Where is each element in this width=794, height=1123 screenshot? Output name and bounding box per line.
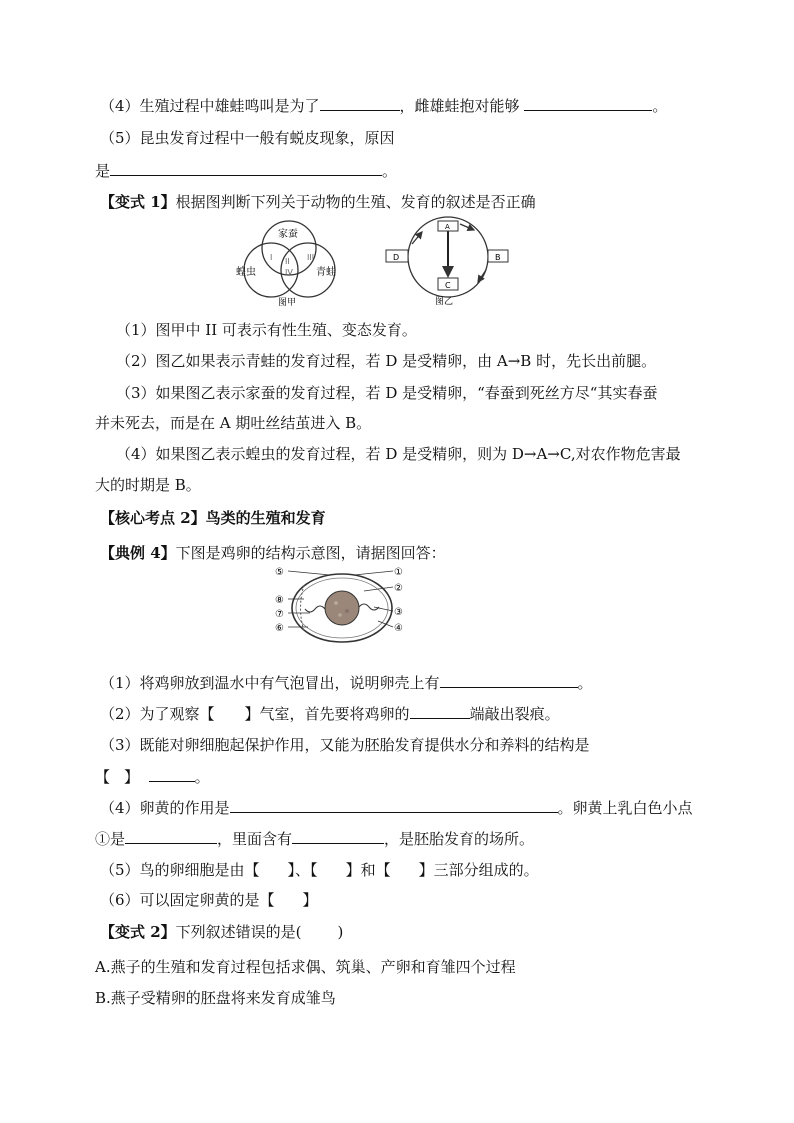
egg-question-4-cont [95, 828, 534, 849]
egg-label-3: ③ [394, 607, 403, 618]
variant-1-text: 根据图判断下列关于动物的生殖、发育的叙述是否正确 [175, 193, 536, 211]
answer-blank[interactable] [320, 95, 400, 111]
cycle-diagram [378, 216, 518, 312]
venn-region-3: III [307, 253, 315, 262]
statement-2: （2）图乙如果表示青蛙的发育过程，若 D 是受精卵，由 A→B 时，先长出前腿。 [116, 352, 657, 370]
egg-label-4: ④ [394, 623, 403, 634]
egg-question-4-text-5: ，是胚胎发育的场所。 [384, 830, 535, 848]
venn-region-4: IV [285, 268, 293, 277]
answer-blank[interactable] [410, 703, 470, 719]
venn-caption: 图甲 [278, 298, 297, 308]
cycle-label-d: D [393, 253, 400, 262]
option-b: B.燕子受精卵的胚盘将来发育成雏鸟 [95, 989, 336, 1007]
egg-question-5 [100, 860, 539, 880]
egg-label-6: ⑥ [275, 623, 284, 634]
egg-yolk [325, 591, 359, 625]
variant-2-tag: 【变式 2】 [100, 923, 176, 941]
bracket-close: 】 [124, 768, 140, 786]
egg-question-6-text: （6）可以固定卵黄的是【 [100, 891, 275, 909]
venn-region-2: II [285, 257, 290, 266]
answer-blank[interactable] [149, 766, 195, 782]
question-5-cont [95, 160, 397, 181]
egg-question-6 [100, 890, 318, 910]
option-a: A.燕子的生殖和发育过程包括求偶、筑巢、产卵和育雏四个过程 [95, 958, 516, 976]
egg-question-5-text-2: 】、【 [287, 861, 318, 879]
bracket-close: 】 [302, 891, 318, 909]
paren-close: ) [337, 923, 344, 941]
egg-question-2 [100, 703, 560, 724]
punctuation: 。 [194, 768, 210, 786]
variant-1-tag: 【变式 1】 [100, 193, 176, 211]
question-5: （5）昆虫发育过程中一般有蜕皮现象，原因 [100, 129, 395, 147]
egg-question-3-cont [95, 766, 210, 787]
answer-blank[interactable] [110, 160, 382, 176]
question-5-text: 是 [95, 162, 111, 180]
punctuation: 。 [652, 97, 668, 115]
punctuation: 。 [382, 162, 398, 180]
egg-label-2: ② [394, 583, 403, 594]
venn-label-left: 蝗虫 [236, 267, 256, 278]
egg-question-2-text-3: 端敲出裂痕。 [469, 705, 560, 723]
statement-3-cont: 并未死去，而是在 A 期吐丝结茧进入 B。 [95, 414, 372, 432]
variant-1-heading [100, 192, 536, 212]
egg-question-1 [100, 672, 593, 693]
question-4-text-2: ，雌雄蛙抱对能够 [399, 97, 520, 115]
egg-label-5: ⑤ [275, 567, 284, 578]
bracket-open: 【 [95, 768, 111, 786]
egg-question-4-text-3: ①是 [95, 830, 126, 848]
egg-label-8: ⑧ [275, 595, 284, 606]
egg-question-5-text-3: 】和【 [345, 861, 391, 879]
variant-2-heading [100, 922, 343, 942]
egg-question-2-text-2: 】气室，首先要将鸡卵的 [244, 705, 410, 723]
egg-question-2-text: （2）为了观察【 [100, 705, 215, 723]
statement-1: （1）图甲中 II 可表示有性生殖、变态发育。 [116, 321, 417, 339]
venn-diagram [228, 218, 358, 314]
egg-label-1: ① [394, 567, 403, 578]
cycle-caption: 图乙 [435, 297, 454, 307]
answer-blank[interactable] [440, 672, 578, 688]
punctuation: 。 [577, 674, 593, 692]
statement-4-cont: 大的时期是 B。 [95, 476, 201, 494]
answer-blank[interactable] [230, 797, 558, 813]
egg-question-4-text-4: ，里面含有 [217, 830, 293, 848]
cycle-label-a: A [445, 223, 450, 231]
egg-question-1-text: （1）将鸡卵放到温水中有气泡冒出，说明卵壳上有 [100, 674, 440, 692]
answer-blank[interactable] [292, 828, 384, 844]
venn-label-right: 青蛙 [316, 267, 336, 278]
example-4-tag: 【典例 4】 [100, 544, 176, 562]
cycle-label-b: B [495, 253, 501, 262]
egg-question-5-text-4: 】三部分组成的。 [418, 861, 539, 879]
answer-blank[interactable] [524, 95, 652, 111]
answer-blank[interactable] [125, 828, 217, 844]
egg-question-4-text-2: 。卵黄上乳白色小点 [557, 799, 693, 817]
statement-3: （3）如果图乙表示家蚕的发育过程，若 D 是受精卵，“春蚕到死丝方尽“其实春蚕 [116, 384, 658, 402]
egg-diagram [270, 563, 412, 651]
example-4-heading [100, 543, 446, 563]
egg-label-7: ⑦ [275, 609, 284, 620]
question-4-text: （4）生殖过程中雄蛙鸣叫是为了 [100, 97, 320, 115]
variant-2-text: 下列叙述错误的是( [175, 923, 302, 941]
venn-region-1: I [270, 253, 273, 262]
egg-question-5-text: （5）鸟的卵细胞是由【 [100, 861, 260, 879]
cycle-label-c: C [445, 281, 451, 290]
egg-question-3: （3）既能对卵细胞起保护作用，又能为胚胎发育提供水分和养料的结构是 [100, 736, 590, 754]
question-4 [100, 95, 667, 116]
example-4-text: 下图是鸡卵的结构示意图，请据图回答： [175, 544, 446, 562]
core-point-2-heading: 【核心考点 2】鸟类的生殖和发育 [100, 509, 326, 527]
statement-4: （4）如果图乙表示蝗虫的发育过程，若 D 是受精卵，则为 D→A→C,对农作物危害最 [116, 445, 681, 463]
venn-label-top: 家蚕 [278, 229, 298, 240]
egg-question-4-text: （4）卵黄的作用是 [100, 799, 230, 817]
egg-question-4 [100, 797, 693, 818]
